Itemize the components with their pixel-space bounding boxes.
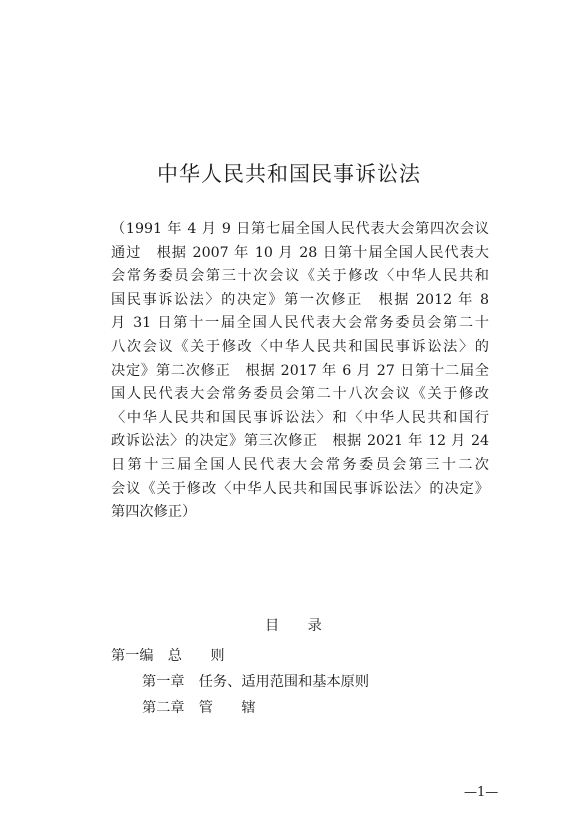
preamble-line: 日第十三届全国人民代表大会常务委员会第三十二次 [111,456,489,473]
preamble-line: 〈中华人民共和国民事诉讼法〉和〈中华人民共和国行 [111,409,489,426]
preamble-line: 会议《关于修改〈中华人民共和国民事诉讼法〉的决定》 [111,480,489,497]
toc-entry-chapter-two[interactable]: 第二章 管 辖 [142,700,256,716]
page-number: —1— [464,785,499,800]
preamble-line: 通过 根据 2007 年 10 月 28 日第十届全国人民代表大 [111,244,489,261]
preamble-line: 国人民代表大会常务委员会第二十八次会议《关于修改 [111,386,489,403]
preamble-line: 会常务委员会第三十次会议《关于修改〈中华人民共和 [111,268,489,285]
preamble-line: （1991 年 4 月 9 日第七届全国人民代表大会第四次会议 [111,221,489,237]
preamble-line: 决定》第二次修正 根据 2017 年 6 月 27 日第十二届全 [111,362,489,379]
preamble-line: 八次会议《关于修改〈中华人民共和国民事诉讼法〉的 [111,338,489,355]
preamble-line: 政诉讼法〉的决定》第三次修正 根据 2021 年 12 月 24 [111,433,489,450]
table-of-contents [111,643,489,721]
preamble-line: 月 31 日第十一届全国人民代表大会常务委员会第二十 [111,315,489,332]
toc-heading: 目 录 [265,618,322,634]
document-title: 中华人民共和国民事诉讼法 [157,162,421,186]
legislative-history-preamble [111,218,489,525]
toc-entry-part-one[interactable]: 第一编 总 则 [111,648,225,664]
toc-entry-chapter-one[interactable]: 第一章 任务、适用范围和基本原则 [142,674,370,690]
preamble-line: 国民事诉讼法〉的决定》第一次修正 根据 2012 年 8 [111,291,489,308]
preamble-line: 第四次修正） [111,504,197,521]
